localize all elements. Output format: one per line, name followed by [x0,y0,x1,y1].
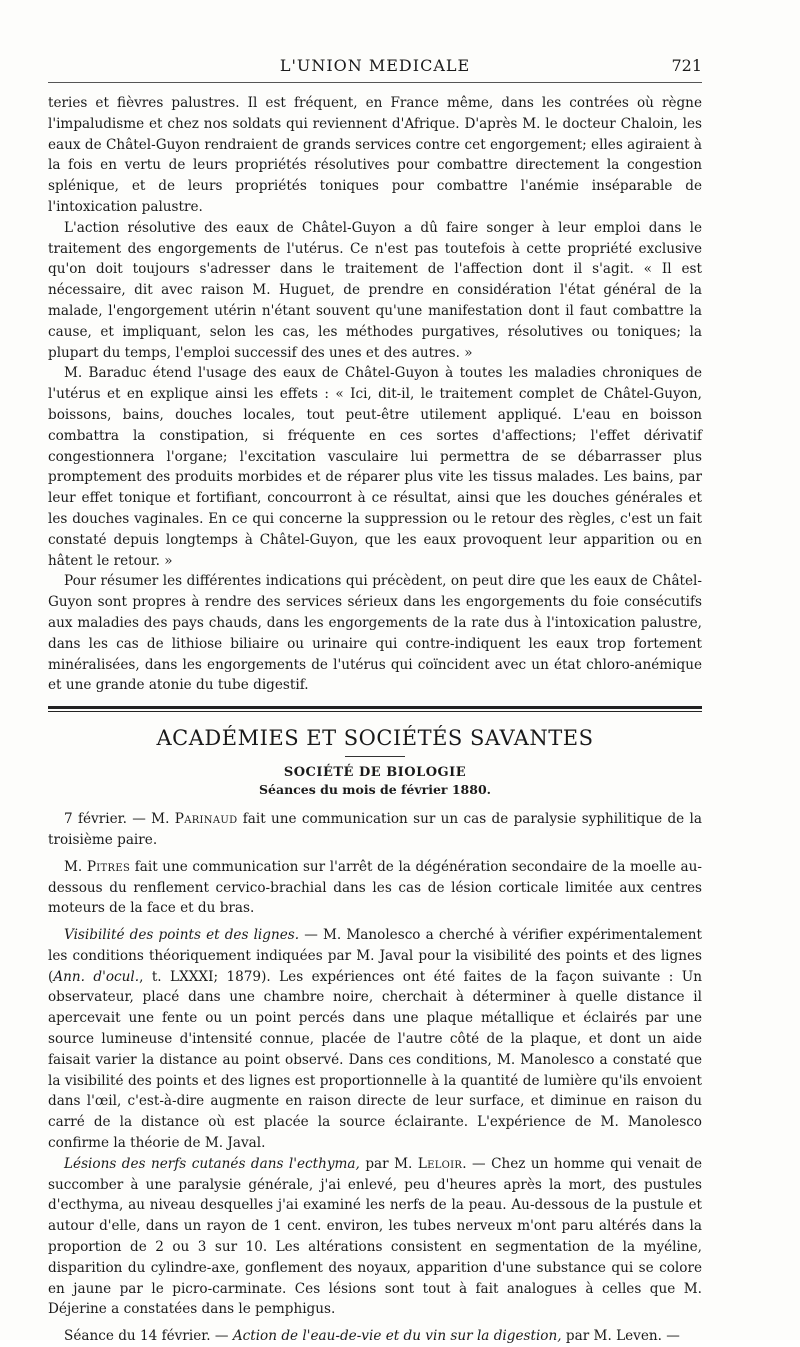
section-divider [48,706,702,712]
entry-text: fait une communication sur un cas de paralysie syphilitique de la troisième paire. [48,811,703,848]
page-number: 721 [671,56,702,75]
author-name: Pitres [86,858,131,875]
entry-text: . — Chez un homme qui venait de succomber à une paralysie générale, j'ai enlevé, peu d'heures après la mort, des pustules d'ecthyma, au niveau desquelles j'ai examiné les nerfs de la peau. Au-dessous de la pustule et autour d'elle, dans un rayon de 1 cent. environ, les tubes nerveux m'ont paru altérés dans la proportion de 2 ou 3 sur 10. Les altérations consistent en segmentation de la myéline, disparition du cylindre-axe, gonflement des noyaux, apparition d'une substance qui se colore en jaune par le picro-carminate. Ces lésions sont tout à fait analogues à celles que M. Déjerine a constatées dans le pemphigus. [48,1155,702,1318]
entry-by: par M. [365,1155,413,1172]
entry-parinaud [48,809,702,851]
entry-text: fait une communication sur l'arrêt de la dégénération secondaire de la moelle au-dessous du renflement cervico-brachial dans les cas de lésion corticale limitée aux centres moteurs de la face et du bras. [48,858,702,917]
entry-date: Séance du 14 février. — [64,1328,229,1345]
section-title [48,726,702,757]
entry-pitres [48,857,702,919]
society-heading: SOCIÉTÉ DE BIOLOGIE [283,765,467,781]
entry-title: Action de l'eau-de-vie et du vin sur la digestion, [232,1328,562,1345]
running-title: L'UNION MEDICALE [279,56,471,75]
paragraph-summary: Pour résumer les différentes indications qui précèdent, on peut dire que les eaux de Châtel-Guyon sont propres à rendre des services sérieux dans les engorgements du foie consécutifs aux maladies des pays chauds, dans les engorgements de la rate dus à l'intoxication palustre, dans les cas de lithiose biliaire ou urinaire qui contre-indiquent les eaux trop fortement minéralisées, dans les engorgements de l'utérus qui coïncident avec un état chloro-anémique et une grande atonie du tube digestif. [48,573,702,694]
entry-text: — M. Manolesco a cherché à vérifier expérimentalement les conditions théoriquement indiquées par M. Javal pour la visibilité des points et des lignes ( [48,927,703,985]
entry-title: Lésions des nerfs cutanés dans l'ecthyma, [64,1155,360,1172]
sessions-heading: Séances du mois de février 1880. [258,782,491,798]
author-name: Parinaud [174,811,238,828]
entry-leloir [48,1154,702,1320]
paragraph-uterus-action: L'action résolutive des eaux de Châtel-Guyon a dû faire songer à leur emploi dans le traitement des engorgements de l'utérus. Ce n'est pas toutefois à cette propriété exclusive qu'on doit toujours s'adresser dans le traitement de l'affection dont il s'agit. « Il est nécessaire, dit avec raison M. Huguet, de prendre en considération l'état général de la malade, l'engorgement utérin n'étant souvent qu'une manifestation dont il faut combattre la cause, et impliquant, selon les cas, les méthodes purgatives, résolutives ou toniques; la plupart du temps, l'emploi successif des unes et des autres. » [48,219,702,361]
title-underline [345,756,405,757]
journal-reference: Ann. d'ocul. [53,968,140,985]
entry-by: par M. Leven. — [565,1328,680,1345]
paragraph-baraduc: M. Baraduc étend l'usage des eaux de Châtel-Guyon à toutes les maladies chroniques de l'utérus et en explique ainsi les effets : « Ici, dit-il, le traitement complet de Châtel-Guyon, boissons, bains, douches locales, tout peut-être utilement appliqué. L'eau en boisson combattra la constipation, si fréquente en ces sortes d'affections; l'effet dérivatif congestionnera l'organe; l'excitation vasculaire lui permettra de se débarrasser plus promptement des produits morbides et de réparer plus vite les tissus malades. Les bains, par leur effet tonique et fortifiant, concourront à ce résultat, ainsi que les douches générales et les douches vaginales. En ce qui concerne la suppression ou le retour des règles, c'est un fait constaté depuis longtemps à Châtel-Guyon, que les eaux provoquent leur apparition ou en hâtent le retour. » [48,365,702,569]
paragraph-malaria: teries et fièvres palustres. Il est fréquent, en France même, dans les contrées où règne l'impaludisme et chez nos soldats qui reviennent d'Afrique. D'après M. le docteur Chaloin, les eaux de Châtel-Guyon rendraient de grands services contre cet engorgement; elles agiraient à la fois en vertu de leurs propriétés résolutives pour combattre directement la congestion splénique, et de leurs propriétés toniques pour combattre l'anémie inséparable de l'intoxication palustre. [48,95,702,215]
section-title-text: ACADÉMIES ET SOCIÉTÉS SAVANTES [156,726,594,751]
entry-manolesco [48,925,702,1154]
author-name: Leloir [417,1155,463,1172]
entry-prefix: M. [64,858,83,875]
entry-leven [48,1326,702,1347]
entry-title: Visibilité des points et des lignes. [64,927,300,944]
entry-date: 7 février. — M. [64,811,170,828]
page-header [48,52,702,83]
entry-text: , t. LXXXI; 1879). Les expériences ont été faites de la façon suivante : Un observateur, placé dans une chambre noire, cherchait à déterminer à quelle distance il apercevait une fente ou un point percés dans une plaque métallique et éclairés par une source lumineuse d'intensité connue, placée de l'autre côté de la plaque, et dont un aide faisait varier la distance au point observé. Dans ces conditions, M. Manolesco a constaté que la visibilité des points et des lignes est proportionnelle à la quantité de lumière qu'ils envoient dans l'œil, c'est-à-dire augmente en raison directe de leur surface, et diminue en raison du carré de la distance où est placée la source éclairante. L'expérience de M. Manolesco confirme la théorie de M. Javal. [48,968,702,1152]
